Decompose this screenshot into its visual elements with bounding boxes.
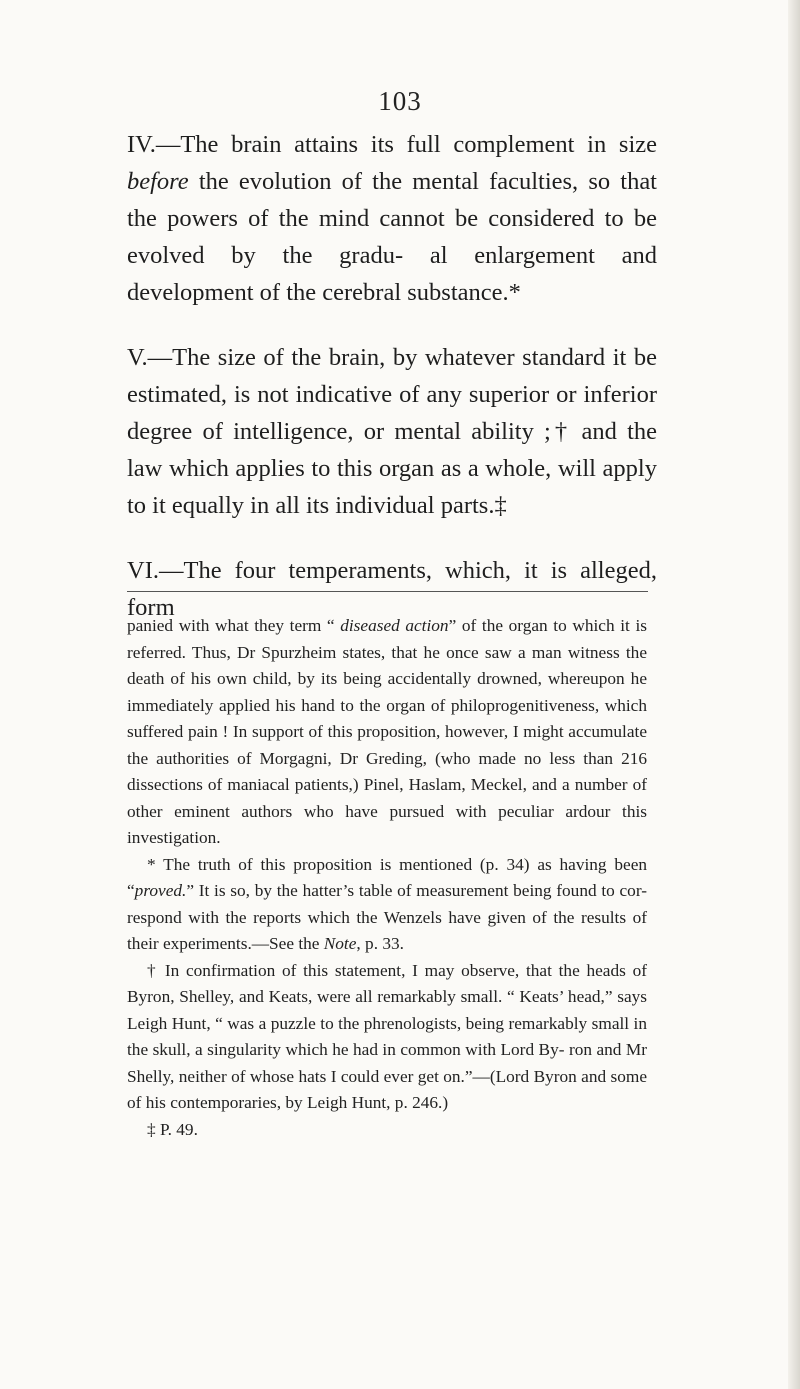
paragraph-iv-lead: IV.—The brain attains its full complement in size (127, 131, 657, 158)
footnote-continuation-a: panied with what they term “ (127, 616, 341, 635)
footnotes (127, 613, 647, 1143)
emphasis-note: Note (323, 934, 357, 953)
footnote-continuation-b: ” of the organ to which it is referred. Thus, Dr Spurzheim states, that he once saw a man witness the death of his own child, by its being accidentally drowned, whereupon he immediately applied his hand to the organ of philoprogenitiveness, which suffered pain ! In support of this proposition, however, I might accumulate the authorities of Morgagni, Dr Greding, (who made no less than 216 dissections of maniacal patients,) Pinel, Haslam, Meckel, and a number of other eminent authors who have pursued with peculiar ardour this investigation. (127, 616, 647, 847)
footnote-star (127, 852, 647, 958)
footnote-double-dagger: ‡ P. 49. (147, 1119, 198, 1139)
paragraph-iv-rest: the evolution of the mental faculties, so that the powers of the mind cannot be considered to be evolved by the gradu- al enlargement and development of the cerebral substance.* (127, 168, 657, 306)
footnote-star-b: ” It is so, by the hatter’s table of measurement being found to cor- respond with the reports which the Wenzels have given of the results of their experiments.—See the (127, 881, 647, 953)
footnote-star-c: , p. 33. (356, 934, 404, 953)
paragraph-iv (127, 126, 657, 311)
emphasis-proved: proved. (134, 881, 187, 900)
page-number: 103 (378, 86, 422, 116)
paragraph-v: V.—The size of the brain, by whatever standard it be estimated, is not indicative of any superior or inferior degree of intelligence, or mental ability ;† and the law which applies to this organ as a whole, will apply to it equally in all its individual parts.‡ (127, 344, 657, 519)
emphasis-before: before (127, 168, 189, 195)
footnote-divider (127, 591, 648, 592)
footnote-star-a: * The truth of this proposition is mentioned (p. 34) as having been “ (127, 854, 647, 900)
paragraph-vi: VI.—The four temperaments, which, it is alleged, form (127, 557, 657, 621)
emphasis-diseased-action: diseased action (340, 616, 449, 635)
main-text (127, 126, 657, 654)
footnote-continuation (127, 613, 647, 852)
footnote-dagger: † In confirmation of this statement, I may observe, that the heads of Byron, Shelley, and Keats, were all remarkably small. “ Keats’ head,” says Leigh Hunt, “ was a puzzle to the phrenologists, being remarkably small in the skull, a singularity which he had in common with Lord By- ron and Mr Shelly, neither of whose hats I could ever get on.”—(Lord Byron and some of his contemporaries, by Leigh Hunt, p. 246.) (127, 960, 647, 1112)
page-edge (788, 0, 800, 1389)
